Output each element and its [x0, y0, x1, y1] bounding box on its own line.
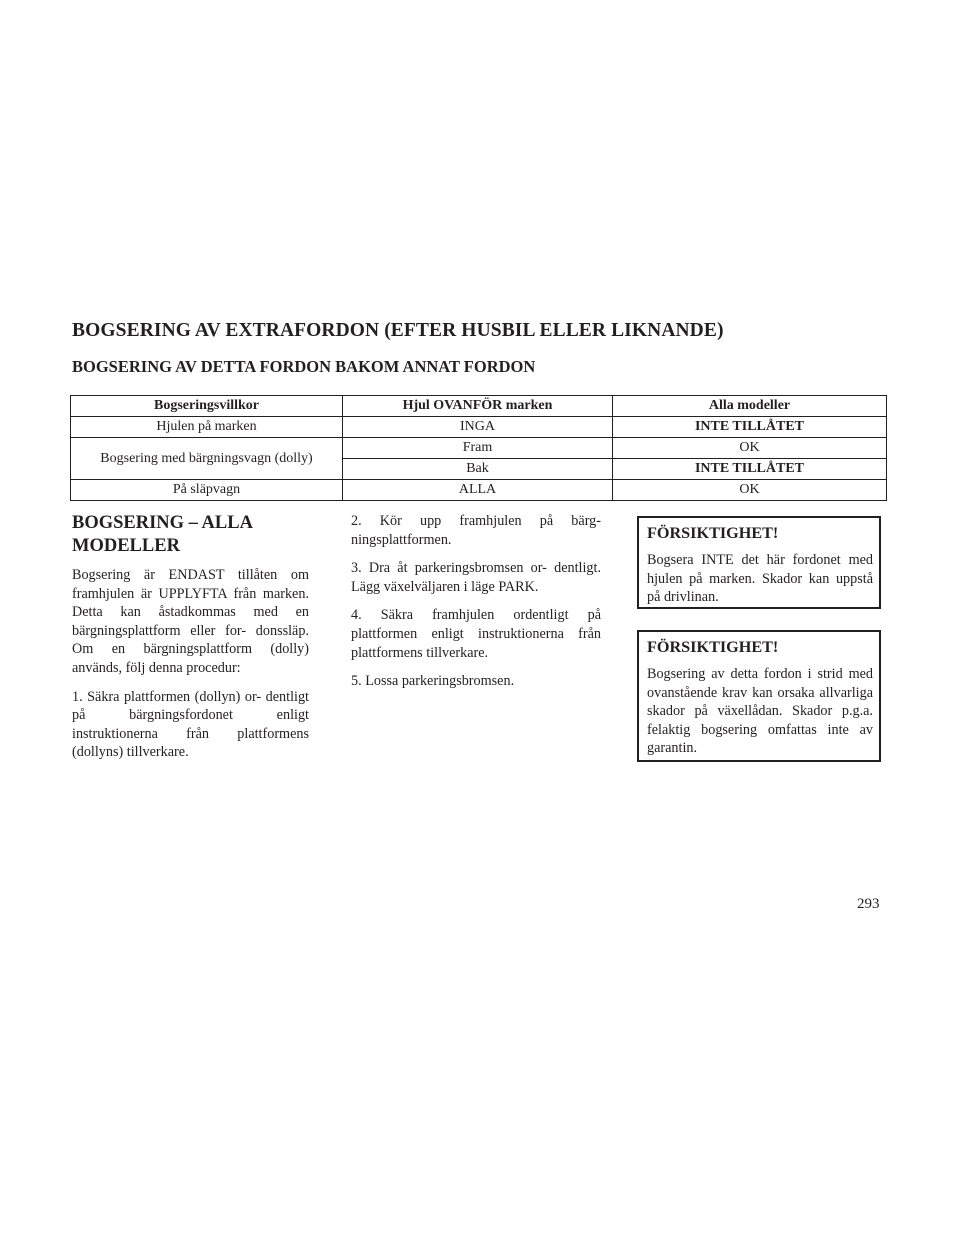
- table-row: [71, 480, 887, 501]
- caution-text: Bogsering av detta fordon i strid med ovanstående krav kan orsaka allvarliga skador på växellådan. Skador p.g.a. felaktig bogsering omfattas inte av garantin.: [647, 666, 873, 757]
- table-row: [71, 417, 887, 438]
- table-cell-wheels: Fram: [343, 438, 613, 459]
- caution-box: [637, 630, 881, 762]
- table-header-row: [71, 396, 887, 417]
- section-heading: [72, 512, 312, 558]
- table-cell-condition: På släpvagn: [71, 480, 343, 501]
- caution-text: Bogsera INTE det här fordonet med hjulen på marken. Skador kan uppstå på drivlinan.: [647, 552, 873, 606]
- step-item: 4. Säkra framhjulen ordentligt på plattformen enligt instruktionerna från plattformens tillverkare.: [351, 607, 601, 661]
- table-header-cell: Hjul OVANFÖR marken: [343, 396, 613, 417]
- step-item: 5. Lossa parkeringsbromsen.: [351, 673, 515, 690]
- table-cell-condition: Hjulen på marken: [71, 417, 343, 438]
- table-cell-status: INTE TILLÅTET: [613, 417, 887, 438]
- table-cell-condition: Bogsering med bärgningsvagn (dolly): [71, 438, 343, 480]
- caution-title: FÖRSIKTIGHET!: [647, 638, 779, 656]
- towing-table: [70, 395, 887, 501]
- step-item: 2. Kör upp framhjulen på bärg- ningsplattformen.: [351, 513, 601, 548]
- page-number: 293: [857, 896, 880, 912]
- table-cell-status: INTE TILLÅTET: [613, 459, 887, 480]
- table-cell-status: OK: [613, 480, 887, 501]
- page-title: BOGSERING AV EXTRAFORDON (EFTER HUSBIL ELLER LIKNANDE): [72, 320, 724, 341]
- intro-paragraph: Bogsering är ENDAST tillåten om framhjulen är UPPLYFTA från marken. Detta kan åstadkommas med en bärgningsplattform eller for- donssläp. Om en bärgningsplattform (dolly) används, följ denna procedur:: [72, 567, 309, 676]
- table-header-cell: Bogseringsvillkor: [71, 396, 343, 417]
- section-subtitle: BOGSERING AV DETTA FORDON BAKOM ANNAT FORDON: [72, 357, 536, 376]
- section-heading-line: MODELLER: [72, 536, 180, 556]
- table-header-cell: Alla modeller: [613, 396, 887, 417]
- step-item: 1. Säkra plattformen (dollyn) or- dentligt på bärgningsfordonet enligt instruktionerna från plattformens (dollyns) tillverkare.: [72, 688, 309, 761]
- text-column-middle: [351, 512, 601, 701]
- table-cell-wheels: INGA: [343, 417, 613, 438]
- section-heading-line: BOGSERING – ALLA: [72, 513, 253, 533]
- caution-title: FÖRSIKTIGHET!: [647, 524, 779, 542]
- caution-box: [637, 516, 881, 609]
- table-cell-wheels: Bak: [343, 459, 613, 480]
- step-item: 3. Dra åt parkeringsbromsen or- dentligt. Lägg växelväljaren i läge PARK.: [351, 560, 601, 595]
- table-row: [71, 438, 887, 459]
- text-column-left: [72, 566, 309, 772]
- table-cell-status: OK: [613, 438, 887, 459]
- table-cell-wheels: ALLA: [343, 480, 613, 501]
